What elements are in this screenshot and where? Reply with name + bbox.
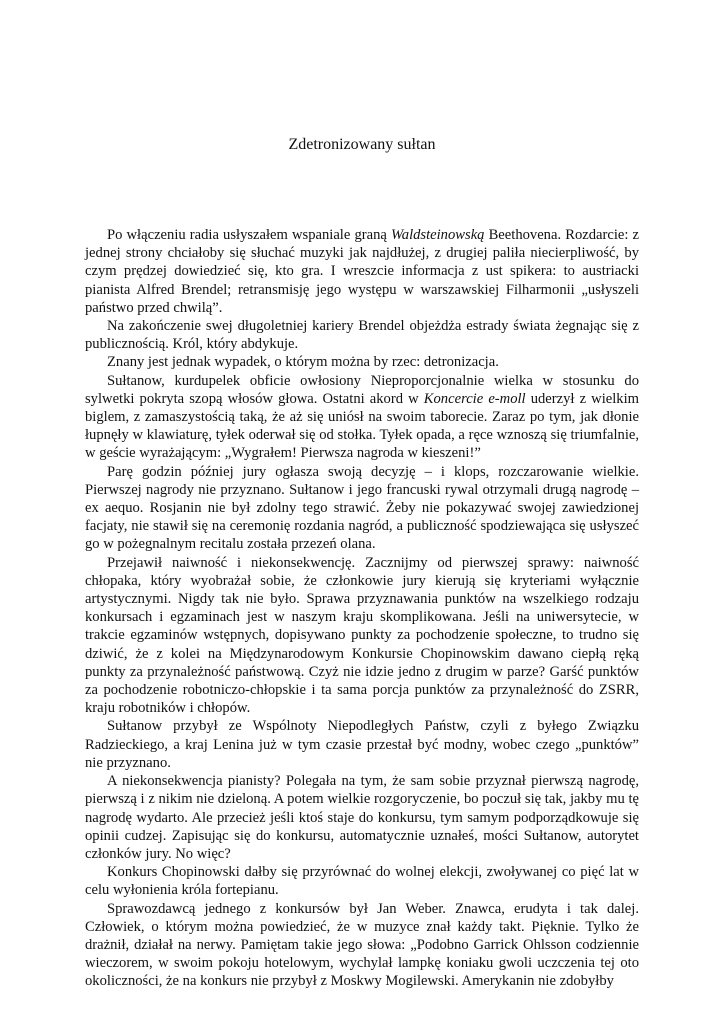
paragraph — [85, 353, 639, 371]
text-run: A niekonsekwencja pianisty? Polegała na tym, że sam sobie przyznał pierwszą nagrodę, pierwszą i z nikim nie dzieloną. A potem wielkie rozgoryczenie, bo poczuł się tak, jakby mu tę nagrodę wydarto. Ale przecież jeśli ktoś staje do konkursu, tym samym podporządkowuje się opinii cudzej. Zapisując się do konkursu, automatycznie uznałeś, mości Sułtanow, autorytet członków jury. No więc? — [85, 773, 639, 862]
article-body — [85, 226, 639, 991]
text-run: Parę godzin później jury ogłasza swoją decyzję – i klops, rozczarowanie wielkie. Pierwszej nagrody nie przyznano. Sułtanow i jego francuski rywal otrzymali drugą nagrodę – ex aequo. Rosjanin nie był zdolny tego strawić. Żeby nie pokazywać swojej zawiedzionej facjaty, nie stawił się na ceremonię rozdania nagród, a publiczność spodziewająca się usłyszeć go w pożegnalnym recitalu została przezeń olana. — [85, 463, 639, 553]
paragraph — [85, 900, 639, 991]
text-run: Sprawozdawcą jednego z konkursów był Jan Weber. Znawca, erudyta i tak dalej. Człowiek, o którym można powiedzieć, że w muzyce znał każdy takt. Pięknie. Tylko że drażnił, działał na nerwy. Pamiętam takie jego słowa: „Podobno Garrick Ohlsson codziennie wieczorem, w swoim pokoju hotelowym, wychylał lampkę koniaku gwoli uczczenia tej oto okoliczności, że na konkurs nie przybył z Moskwy Mogilewski. Amerykanin nie zdobyłby — [85, 900, 639, 990]
paragraph — [85, 226, 639, 317]
italic-title: Waldsteinowską — [390, 227, 485, 243]
text-run: Znany jest jednak wypadek, o którym można by rzec: detronizacja. — [107, 354, 499, 371]
text-run: Sułtanow, kurdupelek obficie owłosiony Nieproporcjonalnie wielka w stosunku do sylwetki pokryta szopą włosów głowa. Ostatni akord w — [85, 372, 639, 407]
paragraph — [85, 463, 639, 554]
text-run: Beethovena. Rozdarcie: z jednej strony chciałoby się słuchać muzyki jak najdłużej, z drugiej paliła niecierpliwość, by czym prędzej dowiedzieć się, kto gra. I wreszcie informacja z ust spikera: to austriacki pianista Alfred Brendel; retransmisję jego występu w warszawskiej Filharmonii „usłyszeli państwo przed chwilą”. — [85, 227, 639, 316]
page-title: Zdetronizowany sułtan — [288, 136, 436, 153]
paragraph — [85, 317, 639, 353]
paragraph — [85, 772, 639, 863]
paragraph — [85, 863, 639, 899]
text-run: Po włączeniu radia usłyszałem wspaniale graną — [107, 227, 391, 243]
text-run: uderzył z wielkim biglem, z zamaszystością taką, że aż się uniósł na swoim taborecie. Zaraz po tym, jak dłonie łupnęły w klawiaturę, tyłek oderwał się od stołka. Tyłek opada, a ręce wznoszą się triumfalnie, w geście wyrażającym: „Wygrałem! Pierwsza nagroda w kieszeni!” — [85, 390, 639, 462]
text-run: Na zakończenie swej długoletniej kariery Brendel objeżdża estrady świata żegnając się z publicznością. Król, który abdykuje. — [85, 318, 639, 353]
text-run: Przejawił naiwność i niekonsekwencję. Zacznijmy od pierwszej sprawy: naiwność chłopaka, który wyobrażał sobie, że członkowie jury kierują się kryteriami wyłącznie artystycznymi. Nigdy tak nie było. Sprawa przyznawania punktów na wszelkiego rodzaju konkursach i egzaminach jest w naszym kraju skomplikowana. Jeśli na uniwersytecie, w trakcie egzaminów wstępnych, dopisywano punkty za pochodzenie społeczne, to trudno się dziwić, że z kolei na Międzynarodowym Konkursie Chopinowskim dawano ciepłą ręką punkty za przynależność państwową. Czyż nie idzie jedno z drugim w parze? Garść punktów za pochodzenie robotniczo-chłopskie i ta sama porcja punktów za przynależność do ZSRR, kraju robotników i chłopów. — [85, 554, 639, 717]
paragraph — [85, 717, 639, 772]
text-run: Sułtanow przybył ze Wspólnoty Niepodległych Państw, czyli z byłego Związku Radzieckiego, a kraj Lenina już w tym czasie przestał być modny, wobec czego „punktów” nie przyznano. — [85, 718, 639, 771]
italic-title: Koncercie e-moll — [423, 390, 526, 407]
paragraph — [85, 554, 639, 718]
text-run: Konkurs Chopinowski dałby się przyrównać do wolnej elekcji, zwoływanej co pięć lat w celu wyłonienia króla fortepianu. — [85, 864, 639, 899]
paragraph — [85, 372, 639, 463]
